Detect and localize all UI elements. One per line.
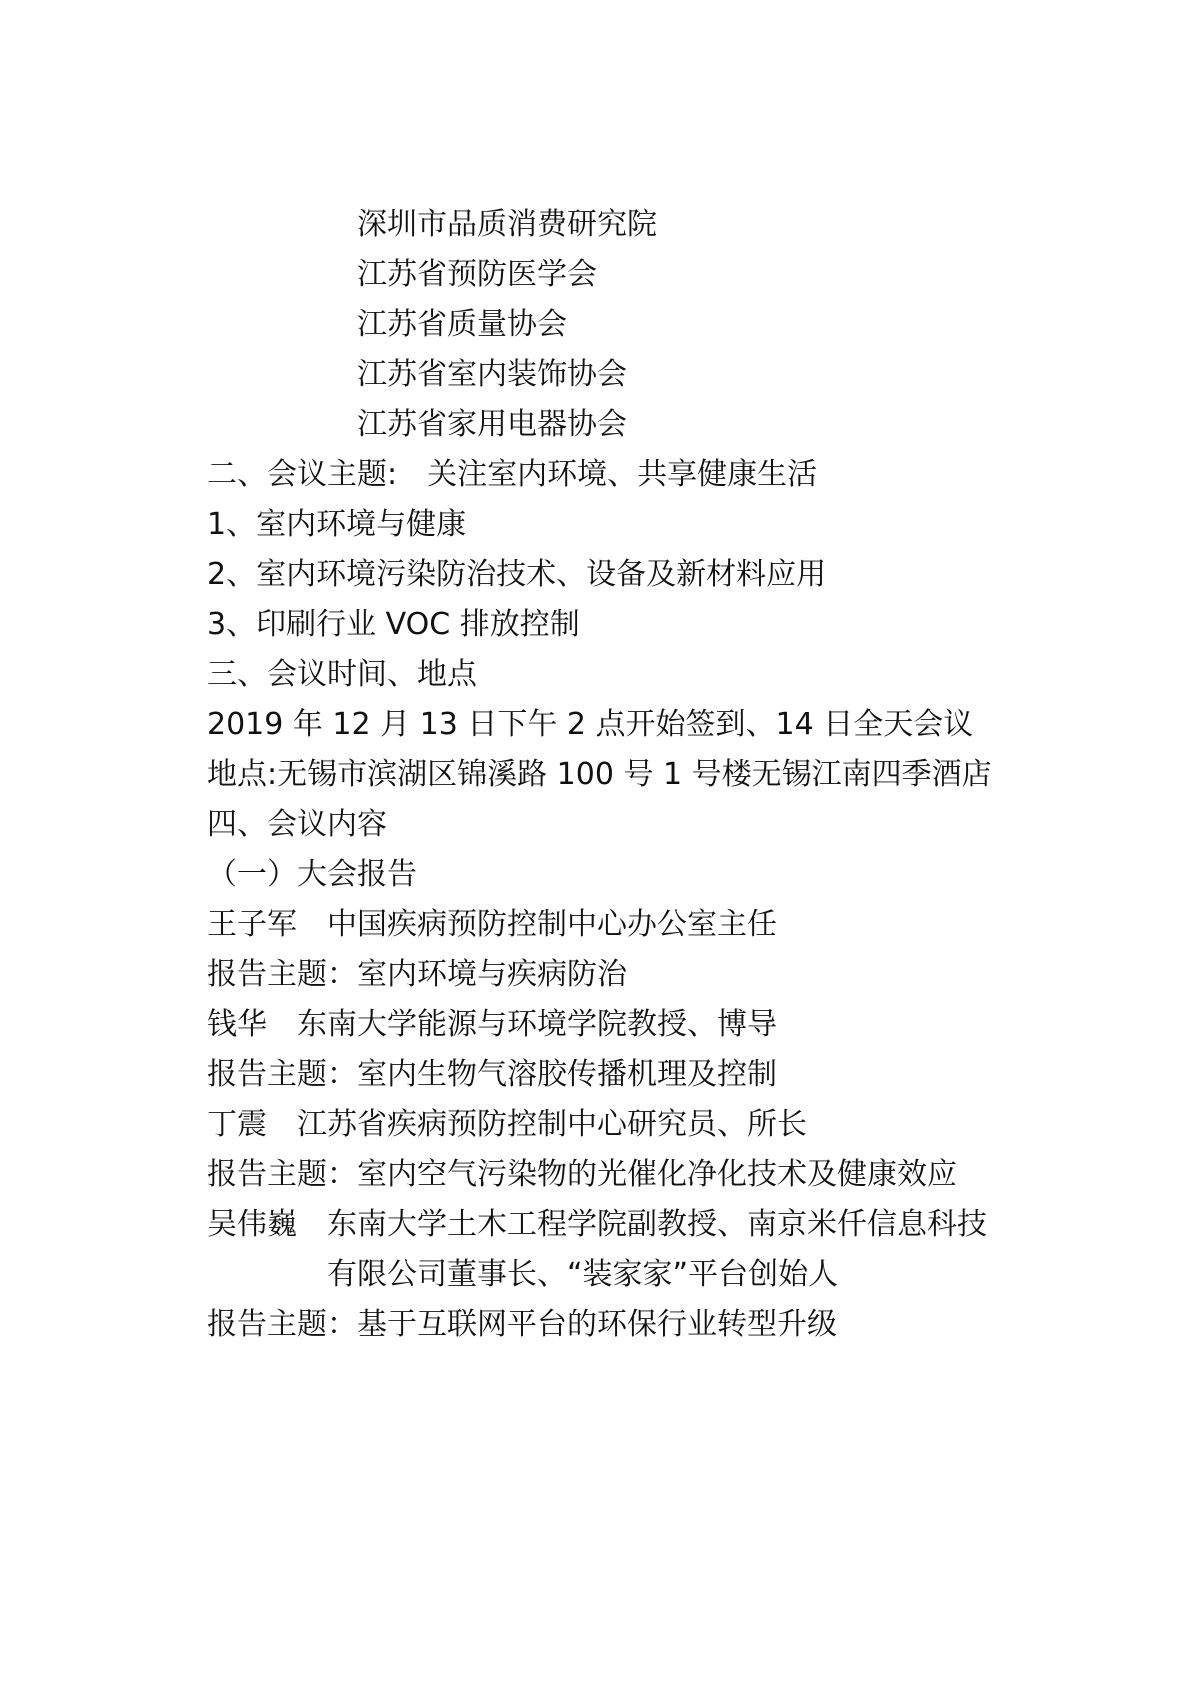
speaker-line [207, 900, 1107, 950]
speaker-name: 钱华 [207, 1007, 267, 1042]
organizer: 深圳市品质消费研究院 [357, 207, 657, 242]
speaker-title: 东南大学土木工程学院副教授、南京米仟信息科技 [327, 1207, 987, 1242]
speaker-line [207, 1000, 1107, 1050]
theme-item: 2、室内环境污染防治技术、设备及新材料应用 [207, 557, 827, 592]
speaker-title: 中国疾病预防控制中心办公室主任 [327, 907, 777, 942]
organizer: 江苏省质量协会 [357, 307, 567, 342]
meeting-time: 2019 年 12 月 13 日下午 2 点开始签到、14 日全天会议 [207, 707, 974, 742]
speaker-line [207, 1200, 1107, 1250]
report-topic: 报告主题：室内生物气溶胶传播机理及控制 [207, 1057, 777, 1092]
report-topic: 报告主题：室内空气污染物的光催化净化技术及健康效应 [207, 1157, 957, 1192]
subsection-heading: （一）大会报告 [207, 857, 417, 892]
organizer: 江苏省家用电器协会 [357, 407, 627, 442]
speaker-line [207, 1100, 1107, 1150]
speaker-title: 江苏省疾病预防控制中心研究员、所长 [297, 1107, 807, 1142]
speaker-name: 吴伟巍 [207, 1207, 297, 1242]
organizer: 江苏省预防医学会 [357, 257, 597, 292]
report-topic: 报告主题：基于互联网平台的环保行业转型升级 [207, 1307, 837, 1342]
speaker-title-continued: 有限公司董事长、“装家家”平台创始人 [327, 1257, 839, 1292]
report-topic: 报告主题：室内环境与疾病防治 [207, 957, 627, 992]
speaker-name: 王子军 [207, 907, 297, 942]
organizer: 江苏省室内装饰协会 [357, 357, 627, 392]
section4-heading: 四、会议内容 [207, 807, 387, 842]
section-heading [207, 450, 1107, 500]
speaker-title: 东南大学能源与环境学院教授、博导 [297, 1007, 777, 1042]
speaker-name: 丁震 [207, 1107, 267, 1142]
theme: 关注室内环境、共享健康生活 [427, 457, 818, 492]
theme-item: 1、室内环境与健康 [207, 507, 467, 542]
theme-item: 3、印刷行业 VOC 排放控制 [207, 607, 580, 642]
meeting-place: 地点:无锡市滨湖区锦溪路 100 号 1 号楼无锡江南四季酒店 [207, 757, 992, 792]
section3-heading: 三、会议时间、地点 [207, 657, 477, 692]
document-page [207, 200, 1107, 1350]
section2-heading: 二、会议主题: [207, 457, 398, 492]
